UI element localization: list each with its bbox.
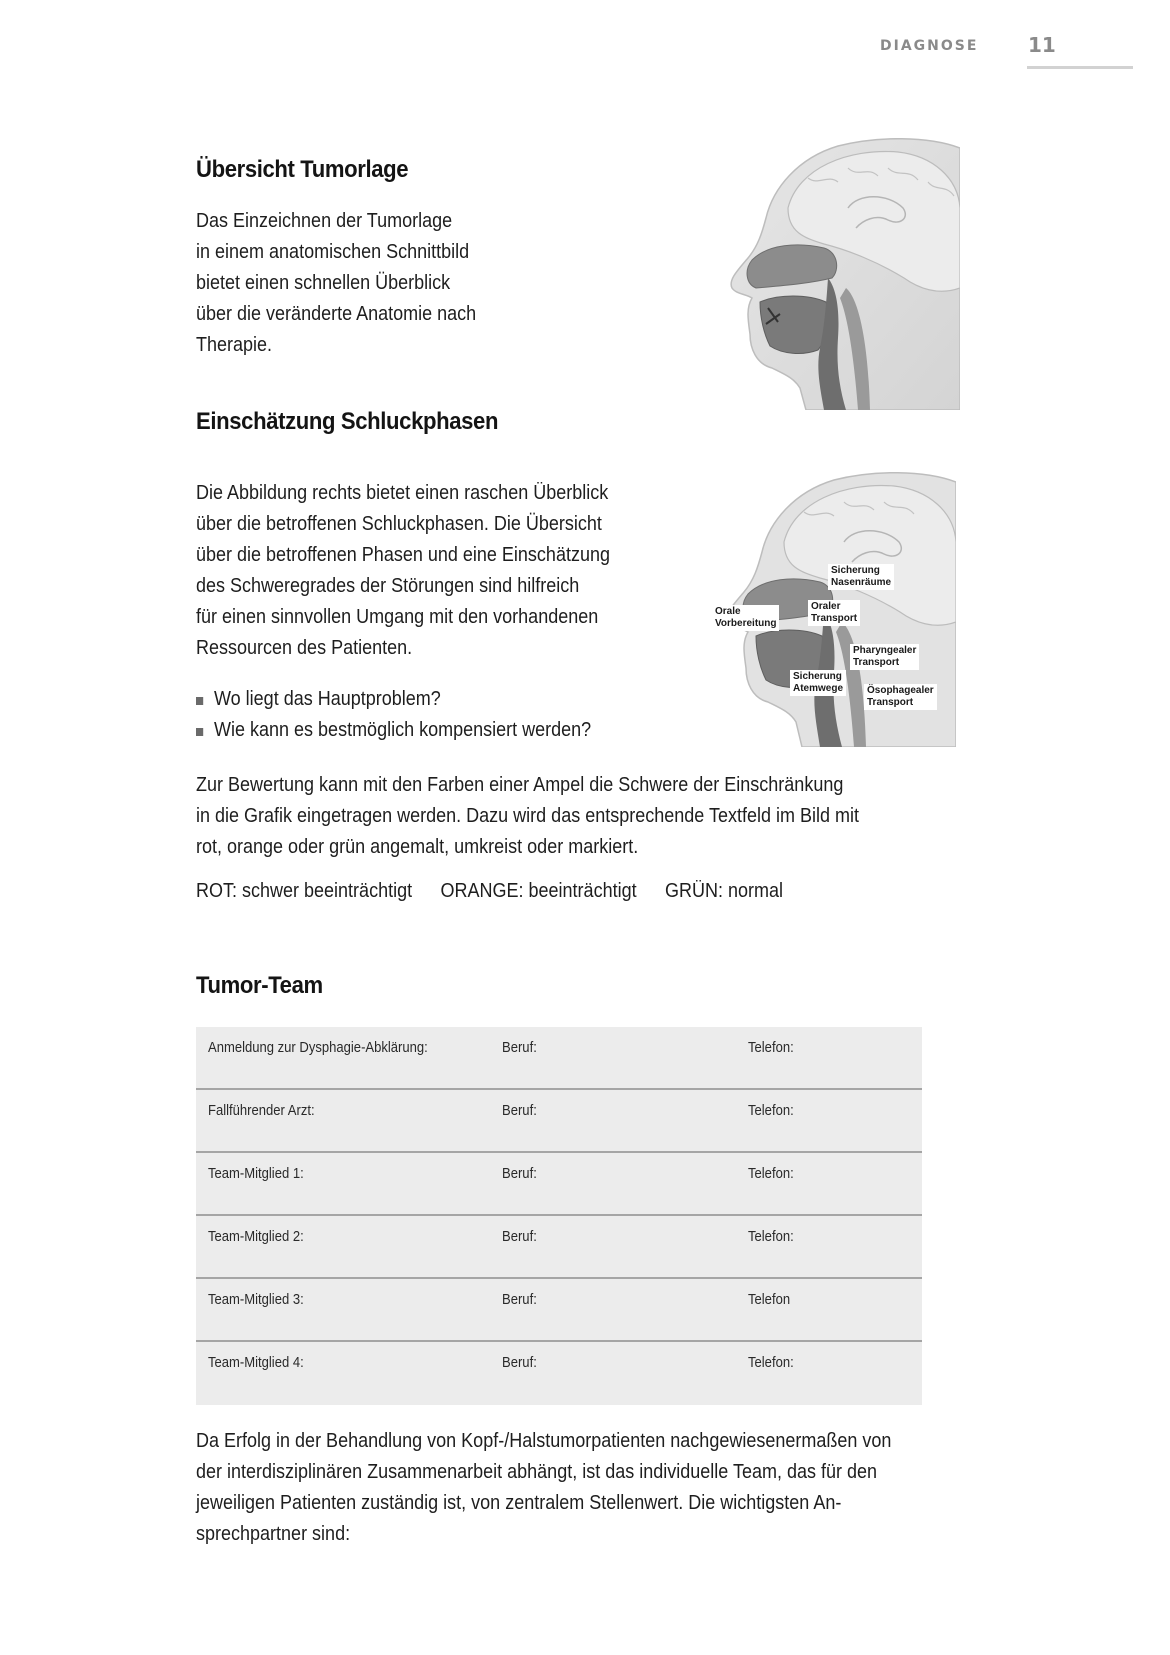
label-line: Transport [811, 613, 858, 624]
head-anatomy-icon [728, 138, 960, 410]
list-item [196, 684, 591, 715]
text-line: bietet einen schnellen Überblick [196, 272, 451, 294]
page-number: 11 [1028, 33, 1056, 57]
text-line: Das Einzeichnen der Tumorlage [196, 210, 453, 232]
label-line: Vorbereitung [715, 618, 777, 629]
head-sagittal-illustration [728, 138, 960, 410]
role-label: Anmeldung zur Dysphagie-Abklärung: [208, 1040, 428, 1056]
role-label: Team-Mitglied 3: [208, 1292, 304, 1308]
label-line: Orale [715, 606, 741, 617]
text-line: Ressourcen des Patienten. [196, 637, 413, 659]
telefon-label: Telefon: [748, 1355, 794, 1371]
label-pharyngealer-transport [850, 644, 919, 670]
beruf-label: Beruf: [502, 1040, 537, 1056]
text-line: jeweiligen Patienten zuständig ist, von zentralem Stellenwert. Die wichtigsten An- [196, 1492, 842, 1514]
label-oraler-transport [808, 600, 860, 626]
text-line: der interdisziplinären Zusammenarbeit abhängt, ist das individuelle Team, das für den [196, 1461, 878, 1483]
role-label: Team-Mitglied 4: [208, 1355, 304, 1371]
traffic-light-legend [196, 880, 806, 903]
beruf-label: Beruf: [502, 1166, 537, 1182]
tumor-team-form [196, 1027, 922, 1405]
table-row[interactable] [196, 1090, 922, 1153]
legend-red: ROT: schwer beeinträchtigt [196, 880, 413, 902]
text-line: des Schweregrades der Störungen sind hilfreich [196, 575, 580, 597]
label-line: Sicherung [831, 565, 880, 576]
role-label: Team-Mitglied 2: [208, 1229, 304, 1245]
label-line: Ösophagealer [867, 685, 934, 696]
list-item-text: Wo liegt das Hauptproblem? [214, 688, 441, 710]
label-sicherung-atemwege [790, 670, 846, 696]
text-line: Zur Bewertung kann mit den Farben einer Ampel die Schwere der Einschränkung [196, 774, 844, 796]
rating-paragraph [196, 770, 859, 863]
legend-orange: ORANGE: beeinträchtigt [440, 880, 637, 902]
text-line: in die Grafik eingetragen werden. Dazu wird das entsprechende Textfeld im Bild mit [196, 805, 860, 827]
label-line: Transport [853, 657, 900, 668]
label-line: Nasenräume [831, 577, 892, 588]
text-line: Die Abbildung rechts bietet einen raschen Überblick [196, 482, 609, 504]
table-row[interactable] [196, 1027, 922, 1090]
section-title-tumorlage: Übersicht Tumorlage [196, 156, 409, 183]
label-line: Oraler [811, 601, 841, 612]
text-line: rot, orange oder grün angemalt, umkreist oder markiert. [196, 836, 639, 858]
table-row[interactable] [196, 1342, 922, 1405]
telefon-label: Telefon: [748, 1103, 794, 1119]
telefon-label: Telefon: [748, 1040, 794, 1056]
section-title-schluckphasen: Einschätzung Schluckphasen [196, 408, 499, 435]
label-line: Pharyngealer [853, 645, 917, 656]
telefon-label: Telefon: [748, 1166, 794, 1182]
text-line: für einen sinnvollen Umgang mit den vorhandenen [196, 606, 599, 628]
text-line: über die betroffenen Schluckphasen. Die Übersicht [196, 513, 602, 535]
square-bullet-icon [196, 697, 203, 705]
telefon-label: Telefon: [748, 1229, 794, 1245]
label-oesophagealer-transport [864, 684, 937, 710]
beruf-label: Beruf: [502, 1103, 537, 1119]
text-line: Da Erfolg in der Behandlung von Kopf-/Halstumorpatienten nachgewiesenermaßen von [196, 1430, 892, 1452]
list-item [196, 715, 591, 746]
header-rule [1027, 66, 1133, 69]
text-line: in einem anatomischen Schnittbild [196, 241, 470, 263]
beruf-label: Beruf: [502, 1292, 537, 1308]
question-list [196, 684, 591, 746]
label-line: Sicherung [793, 671, 842, 682]
text-line: über die veränderte Anatomie nach [196, 303, 477, 325]
beruf-label: Beruf: [502, 1229, 537, 1245]
swallowing-phases-illustration [715, 472, 956, 747]
table-row[interactable] [196, 1153, 922, 1216]
schluckphasen-paragraph [196, 478, 610, 664]
table-row[interactable] [196, 1216, 922, 1279]
text-line: Therapie. [196, 334, 273, 356]
square-bullet-icon [196, 728, 203, 736]
role-label: Fallführender Arzt: [208, 1103, 315, 1119]
text-line: über die betroffenen Phasen und eine Einschätzung [196, 544, 610, 566]
team-closing-paragraph [196, 1426, 891, 1550]
list-item-text: Wie kann es bestmöglich kompensiert werden? [214, 719, 592, 741]
label-sicherung-nasenraeume [828, 564, 894, 590]
beruf-label: Beruf: [502, 1355, 537, 1371]
section-title-tumor-team: Tumor-Team [196, 972, 323, 999]
label-orale-vorbereitung [712, 605, 779, 631]
table-row[interactable] [196, 1279, 922, 1342]
label-line: Transport [867, 697, 914, 708]
text-line: sprechpartner sind: [196, 1523, 351, 1545]
telefon-label: Telefon [748, 1292, 791, 1308]
label-line: Atemwege [793, 683, 844, 694]
legend-green: GRÜN: normal [664, 880, 784, 902]
running-header-section: DIAGNOSE [880, 38, 979, 54]
tumorlage-paragraph [196, 206, 476, 361]
role-label: Team-Mitglied 1: [208, 1166, 304, 1182]
